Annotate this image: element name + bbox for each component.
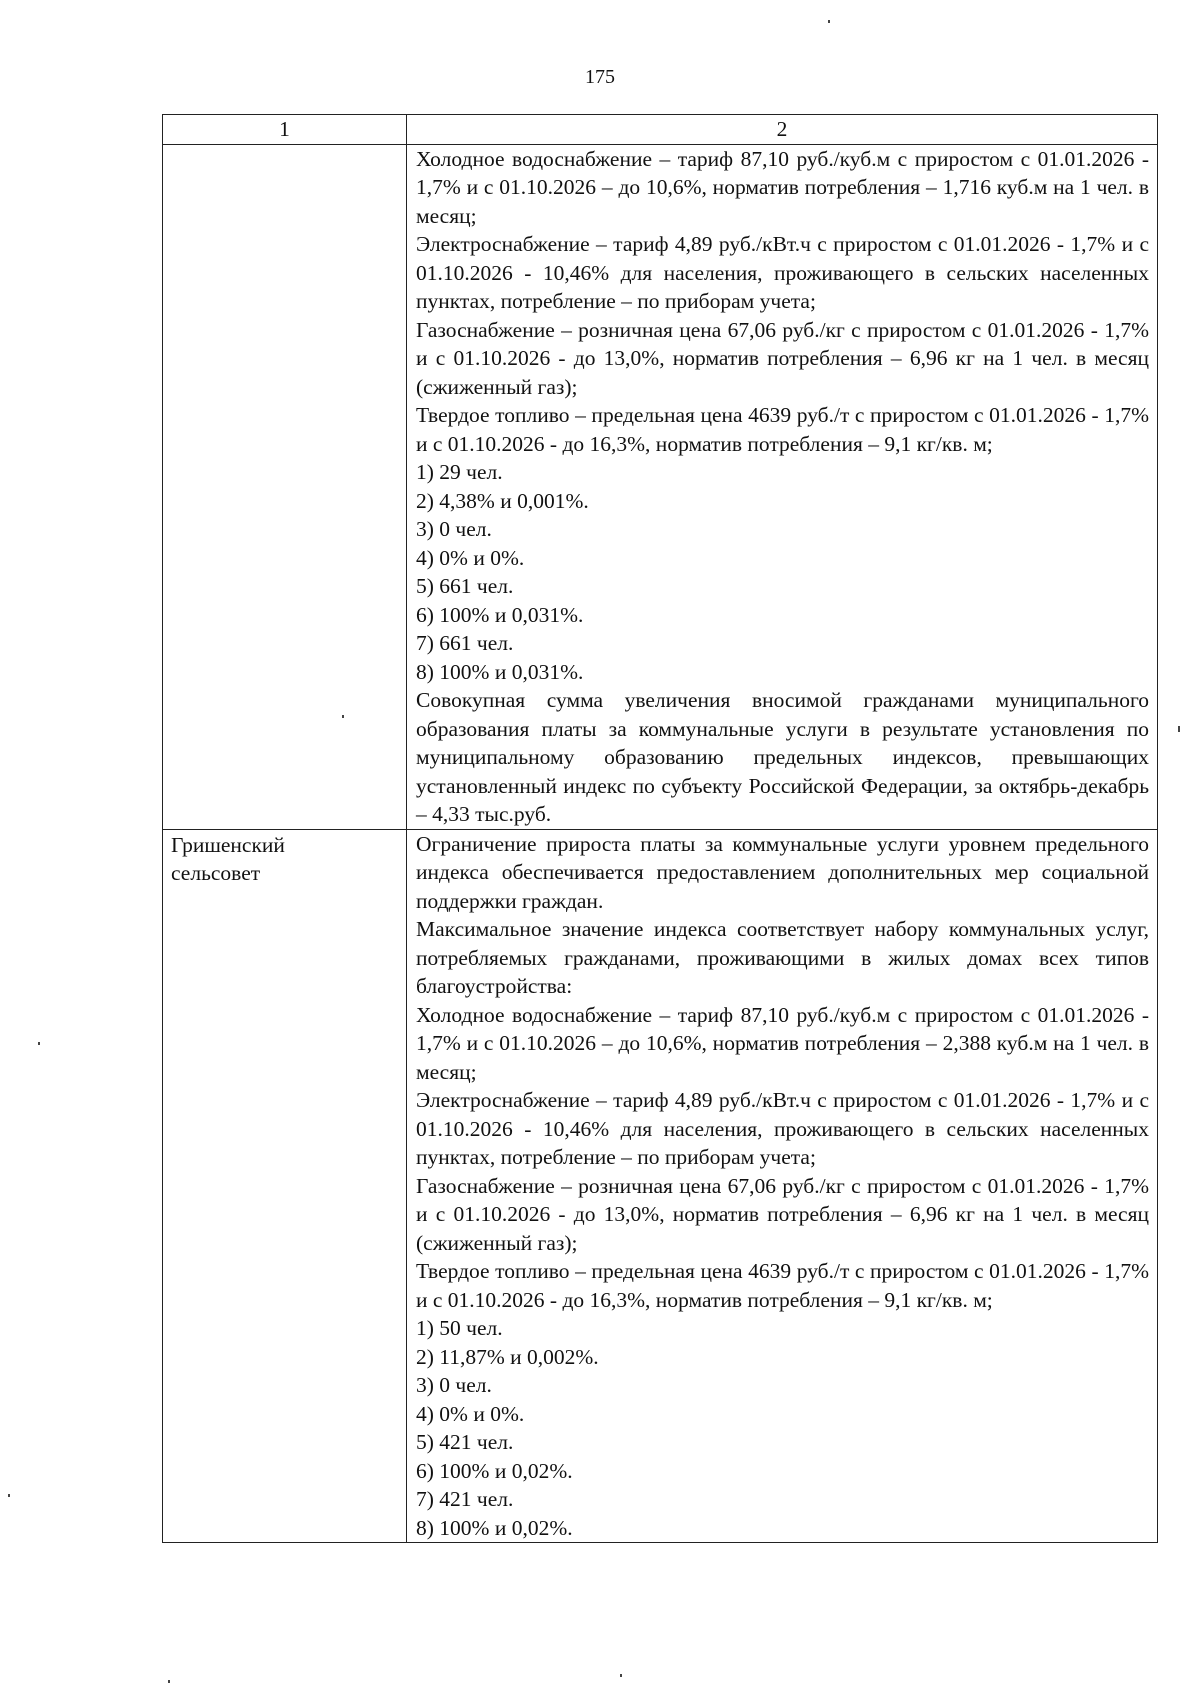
paragraph: Электроснабжение – тариф 4,89 руб./кВт.ч с приростом с 01.01.2026 - 1,7% и с 01.10.2026 - 10,46% для населения, проживающего в сельских населенных пунктах, потребление – по приборам учета; (416, 1088, 1149, 1169)
list-item: 3) 0 чел. (416, 517, 492, 541)
list-item: 7) 661 чел. (416, 631, 514, 655)
paragraph: Холодное водоснабжение – тариф 87,10 руб./куб.м с приростом с 01.01.2026 - 1,7% и с 01.10.2026 – до 10,6%, норматив потребления – 1,716 куб.м на 1 чел. в месяц; (416, 146, 1149, 228)
table-header-row (163, 115, 1158, 145)
municipality-name-cell (163, 144, 407, 829)
list-item: 6) 100% и 0,02%. (416, 1458, 573, 1483)
header-cell-2: 2 (407, 115, 1158, 145)
paragraph: Холодное водоснабжение – тариф 87,10 руб./куб.м с приростом с 01.01.2026 - 1,7% и с 01.10.2026 – до 10,6%, норматив потребления – 2,388 куб.м на 1 чел. в месяц; (416, 1002, 1149, 1084)
list-item: 8) 100% и 0,02%. (416, 1515, 573, 1540)
list-item: 7) 421 чел. (416, 1487, 514, 1511)
list-item: 5) 661 чел. (416, 574, 514, 598)
municipality-name-line: сельсовет (171, 861, 261, 885)
scan-speck (1178, 726, 1180, 732)
paragraph: Твердое топливо – предельная цена 4639 руб./т с приростом с 01.01.2026 - 1,7% и с 01.10.2026 - до 16,3%, норматив потребления – 9,1 кг/кв. м; (416, 1259, 1149, 1312)
scan-speck (168, 1680, 170, 1683)
scan-speck (620, 1674, 622, 1677)
scan-speck (828, 20, 830, 23)
description-cell (407, 829, 1158, 1543)
list-item: 5) 421 чел. (416, 1430, 514, 1454)
table-row (163, 829, 1158, 1543)
list-item: 4) 0% и 0%. (416, 545, 525, 570)
list-item: 1) 50 чел. (416, 1316, 503, 1340)
municipality-name-cell (163, 829, 407, 1543)
paragraph: Максимальное значение индекса соответствует набору коммунальных услуг, потребляемых гражданами, проживающими в жилых домах всех типов благоустройства: (416, 917, 1149, 998)
paragraph: Газоснабжение – розничная цена 67,06 руб./кг с приростом с 01.01.2026 - 1,7% и с 01.10.2026 - до 13,0%, норматив потребления – 6,96 кг на 1 чел. в месяц (сжиженный газ); (416, 317, 1149, 399)
header-cell-1: 1 (163, 115, 407, 145)
description-cell (407, 144, 1158, 829)
list-item: 6) 100% и 0,031%. (416, 602, 584, 627)
scan-speck (342, 715, 344, 718)
page-number: 175 (585, 66, 615, 88)
list-item: 1) 29 чел. (416, 460, 503, 484)
scan-speck (8, 1494, 10, 1497)
list-item: 3) 0 чел. (416, 1373, 492, 1397)
data-table (162, 114, 1158, 1543)
table-row (163, 144, 1158, 829)
scan-speck (38, 1042, 40, 1045)
paragraph: Электроснабжение – тариф 4,89 руб./кВт.ч с приростом с 01.01.2026 - 1,7% и с 01.10.2026 - 10,46% для населения, проживающего в сельских населенных пунктах, потребление – по приборам учета; (416, 232, 1149, 313)
paragraph: Твердое топливо – предельная цена 4639 руб./т с приростом с 01.01.2026 - 1,7% и с 01.10.2026 - до 16,3%, норматив потребления – 9,1 кг/кв. м; (416, 403, 1149, 456)
paragraph: Ограничение прироста платы за коммунальные услуги уровнем предельного индекса обеспечивается предоставлением дополнительных мер социальной поддержки граждан. (416, 831, 1149, 913)
list-item: 2) 4,38% и 0,001%. (416, 488, 589, 513)
list-item: 2) 11,87% и 0,002%. (416, 1344, 599, 1369)
paragraph: Газоснабжение – розничная цена 67,06 руб./кг с приростом с 01.01.2026 - 1,7% и с 01.10.2026 - до 13,0%, норматив потребления – 6,96 кг на 1 чел. в месяц (сжиженный газ); (416, 1173, 1149, 1255)
list-item: 8) 100% и 0,031%. (416, 659, 584, 684)
paragraph: Совокупная сумма увеличения вносимой гражданами муниципального образования платы за коммунальные услуги в результате установления по муниципальному образованию предельных индексов, превышающих установленный индекс по субъекту Российской Федерации, за октябрь-декабрь – 4,33 тыс.руб. (416, 688, 1149, 826)
list-item: 4) 0% и 0%. (416, 1401, 525, 1426)
municipality-name-line: Гришенский (171, 832, 285, 857)
